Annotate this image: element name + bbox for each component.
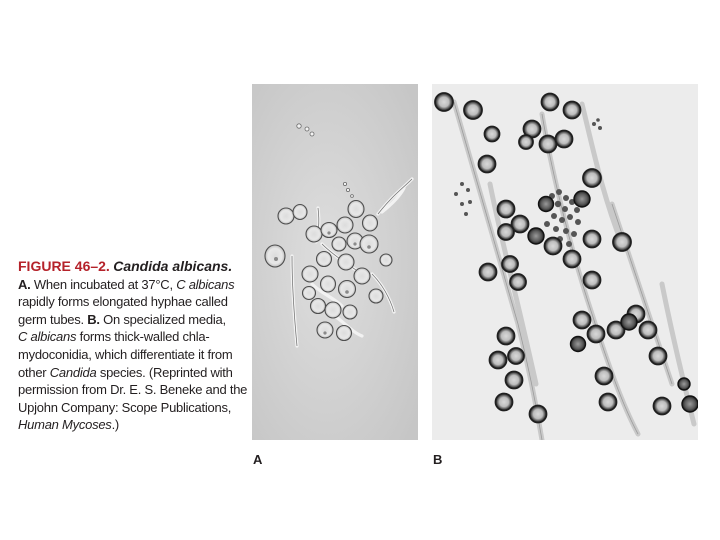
genus-name: Candida	[49, 364, 97, 380]
micrograph-a	[252, 84, 418, 440]
caption-line-8: permission from Dr. E. S. Beneke and the	[18, 382, 248, 398]
panel-label-b: B	[433, 452, 443, 467]
caption-text: species. (Reprinted with	[99, 364, 233, 380]
species-name: C albicans	[18, 329, 77, 345]
micrograph-b	[432, 84, 698, 440]
caption-text: .)	[111, 417, 120, 433]
figure-caption	[18, 258, 248, 434]
caption-line-7	[18, 364, 248, 382]
book-title: Human Mycoses	[18, 417, 112, 433]
caption-text: germ tubes.	[18, 311, 84, 327]
caption-line-2	[18, 276, 248, 294]
caption-line-6: mydoconidia, which differentiate it from	[18, 346, 233, 362]
caption-line-4	[18, 311, 248, 329]
caption-text: When incubated at 37°C,	[33, 276, 173, 292]
caption-text: forms thick-walled chla-	[79, 329, 210, 345]
figure-title: Candida albicans.	[113, 258, 233, 274]
chlamydoconidia-image	[432, 84, 698, 440]
caption-line-1	[18, 258, 248, 276]
figure-number: FIGURE 46–2.	[18, 258, 110, 274]
caption-line-3: rapidly forms elongated hyphae called	[18, 294, 228, 310]
caption-line-5	[18, 328, 248, 346]
part-b-marker: B.	[87, 311, 100, 327]
caption-line-9: Upjohn Company: Scope Publications,	[18, 399, 232, 415]
caption-text: other	[18, 364, 47, 380]
caption-line-10	[18, 416, 248, 434]
species-name: C albicans	[176, 276, 235, 292]
caption-text: On specialized media,	[103, 311, 226, 327]
germ-tubes-image	[252, 84, 418, 440]
panel-label-a: A	[253, 452, 263, 467]
part-a-marker: A.	[18, 276, 31, 292]
